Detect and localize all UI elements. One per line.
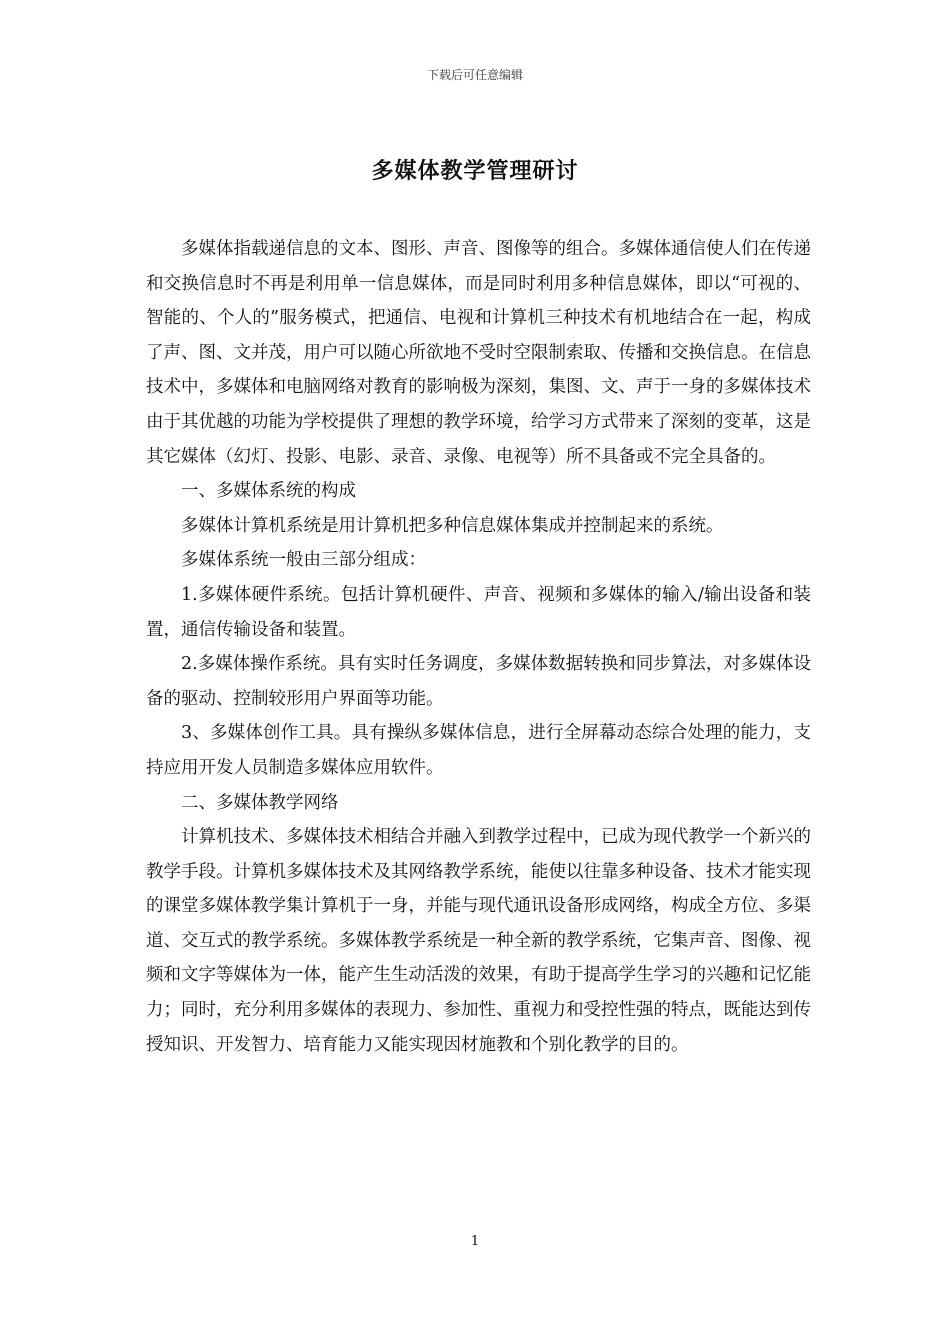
list-item-2: 2.多媒体操作系统。具有实时任务调度，多媒体数据转换和同步算法，对多媒体设备的驱动、控制较形用户界面等功能。 (146, 654, 811, 709)
list-item-1: 1.多媒体硬件系统。包括计算机硬件、声音、视频和多媒体的输入/输出设备和装置，通信传输设备和装置。 (146, 584, 811, 640)
paragraph: 计算机技术、多媒体技术相结合并融入到教学过程中，已成为现代教学一个新兴的教学手段。计算机多媒体技术及其网络教学系统，能使以往靠多种设备、技术才能实现的课堂多媒体教学集计算机于一身，并能与现代通讯设备形成网络，构成全方位、多渠道、交互式的教学系统。多媒体教学系统是一种全新的教学系统，它集声音、图像、视频和文字等媒体为一体，能产生生动活泼的效果，有助于提高学生学习的兴趣和记忆能力；同时，充分利用多媒体的表现力、参加性、重视力和受控性强的特点，既能达到传授知识、开发智力、培育能力又能实现因材施教和个别化教学的目的。 (146, 827, 811, 1055)
page-header-note: 下载后可任意编辑 (426, 68, 523, 82)
paragraph: 多媒体系统一般由三部分组成： (181, 550, 426, 571)
document-body (146, 232, 811, 1062)
document-title: 多媒体教学管理研讨 (371, 158, 579, 184)
section-heading-2: 二、多媒体教学网络 (181, 792, 339, 813)
section-heading-1: 一、多媒体系统的构成 (181, 481, 356, 502)
intro-paragraph: 多媒体指载递信息的文本、图形、声音、图像等的组合。多媒体通信使人们在传递和交换信息时不再是利用单一信息媒体，而是同时利用多种信息媒体，即以“可视的、智能的、个人的”服务模式，把通信、电视和计算机三种技术有机地结合在一起，构成了声、图、文并茂，用户可以随心所欲地不受时空限制索取、传播和交换信息。在信息技术中，多媒体和电脑网络对教育的影响极为深刻，集图、文、声于一身的多媒体技术由于其优越的功能为学校提供了理想的教学环境，给学习方式带来了深刻的变革，这是其它媒体（幻灯、投影、电影、录音、录像、电视等）所不具备或不完全具备的。 (146, 239, 811, 467)
list-item-3: 3、多媒体创作工具。具有操纵多媒体信息，进行全屏幕动态综合处理的能力，支持应用开发人员制造多媒体应用软件。 (146, 723, 811, 778)
page-number: 1 (470, 1234, 480, 1249)
paragraph: 多媒体计算机系统是用计算机把多种信息媒体集成并控制起来的系统。 (181, 515, 724, 536)
